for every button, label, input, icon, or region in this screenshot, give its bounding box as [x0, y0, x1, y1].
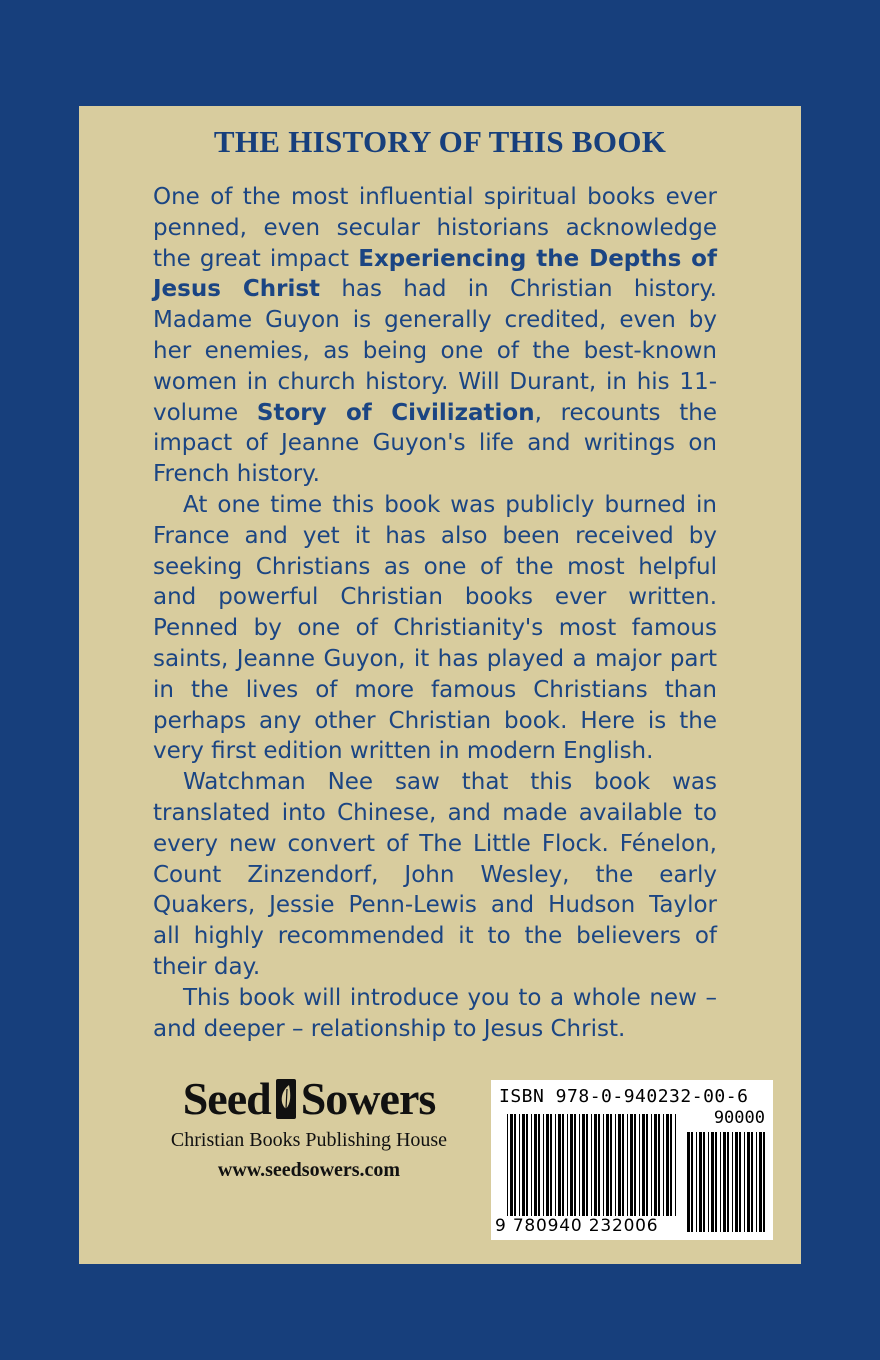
barcode-bar — [567, 1114, 568, 1216]
barcode-bar — [579, 1114, 580, 1216]
barcode-bar — [598, 1114, 600, 1216]
barcode-bar — [744, 1132, 745, 1232]
barcode-bar — [519, 1114, 520, 1216]
price-code: 90000 — [713, 1108, 765, 1128]
barcode-bar — [696, 1132, 697, 1232]
barcode-bar — [658, 1114, 660, 1216]
paragraph-2: At one time this book was publicly burned in France and yet it has also been received by seeking Christians as one of the most helpful and powerful Christian books ever written. Penned by one of Christianity's most famous saints, Jeanne Guyon, it has played a major part in the lives of more famous Christians than perhaps any other Christian book. Here is the very first edition written in modern English. — [153, 491, 717, 765]
barcode-bar — [526, 1114, 528, 1216]
back-cover-panel — [79, 106, 801, 1264]
barcode-bar — [654, 1114, 657, 1216]
barcode-bar — [546, 1114, 549, 1216]
barcode-bar — [703, 1132, 705, 1232]
barcode-bar — [582, 1114, 585, 1216]
barcode-bar — [522, 1114, 525, 1216]
barcode-bar — [642, 1114, 645, 1216]
barcode-bar — [651, 1114, 652, 1216]
publisher-tagline: Christian Books Publishing House — [170, 1129, 448, 1151]
logo-left-text: Seed — [182, 1073, 271, 1124]
barcode-bar — [594, 1114, 597, 1216]
barcode-bar — [591, 1114, 592, 1216]
paragraph-4: This book will introduce you to a whole new – and deeper – relationship to Jesus Christ. — [153, 984, 717, 1042]
barcode-bar — [735, 1132, 738, 1232]
barcode-bar — [675, 1114, 676, 1216]
barcode-bar — [550, 1114, 552, 1216]
paragraph-3: Watchman Nee saw that this book was translated into Chinese, and made available to every new convert of The Little Flock. Fénelon, Count Zinzendorf, John Wesley, the early Quakers, Jessie Penn-Lewis and Hudson Taylor all highly recommended it to the believers of their day. — [153, 769, 717, 980]
barcode-bar — [627, 1114, 628, 1216]
barcode-bar — [727, 1132, 729, 1232]
barcode-bar — [610, 1114, 612, 1216]
barcode-bar — [534, 1114, 537, 1216]
barcode-bar — [603, 1114, 604, 1216]
barcode-bar — [574, 1114, 576, 1216]
barcode-bar — [634, 1114, 636, 1216]
barcode-bar — [720, 1132, 721, 1232]
barcode-bar — [751, 1132, 753, 1232]
barcode-bar — [543, 1114, 544, 1216]
barcode-bar — [687, 1132, 690, 1232]
barcode-bar — [555, 1114, 556, 1216]
barcode-bar — [756, 1132, 757, 1232]
barcode-bar — [739, 1132, 741, 1232]
barcode-bar — [715, 1132, 717, 1232]
barcode-bar — [558, 1114, 561, 1216]
durant-title-highlight: Story of Civilization — [256, 399, 535, 426]
barcode-bar — [646, 1114, 648, 1216]
barcode-digits: 9 780940 232006 — [495, 1216, 659, 1236]
barcode-bar — [639, 1114, 640, 1216]
barcode-bar — [747, 1132, 750, 1232]
barcode-bar — [732, 1132, 733, 1232]
logo-right-text: Sowers — [300, 1073, 436, 1124]
barcode-bar — [538, 1114, 540, 1216]
barcode-bar — [618, 1114, 621, 1216]
barcode-bar — [570, 1114, 573, 1216]
seedsowers-logo — [149, 1072, 469, 1125]
publisher-website: www.seedsowers.com — [217, 1159, 401, 1181]
description — [153, 182, 717, 1044]
barcode-bar — [562, 1114, 564, 1216]
barcode-bar — [510, 1114, 513, 1216]
barcode-bar — [763, 1132, 765, 1232]
book-seed-icon — [275, 1077, 297, 1121]
barcode-bar — [711, 1132, 714, 1232]
barcode-bar — [708, 1132, 709, 1232]
isbn-label: ISBN 978-0-940232-00-6 — [499, 1086, 749, 1107]
barcode-bar — [630, 1114, 633, 1216]
barcode-bar — [615, 1114, 616, 1216]
barcode-bar — [622, 1114, 624, 1216]
paragraph-1: One of the most influential spiritual books ever penned, even secular historians acknowledge the great impact Experiencing the Depths of Jesus Christ has had in Christian history. Madame Guyon is generally credited, even by her enemies, as being one of the best-known women in church history. Will Durant, in his 11-volume Story of Civilization, recounts the impact of Jeanne Guyon's life and writings on French history. — [153, 184, 717, 488]
barcode-bar — [514, 1114, 516, 1216]
barcode-bar — [699, 1132, 702, 1232]
barcode-bar — [606, 1114, 609, 1216]
barcode-bar — [531, 1114, 532, 1216]
cover-title: THE HISTORY OF THIS BOOK — [213, 124, 667, 159]
barcode-bar — [666, 1114, 669, 1216]
barcode-bar — [507, 1114, 508, 1216]
barcode-bar — [691, 1132, 693, 1232]
isbn-barcode — [491, 1080, 773, 1240]
barcode-bar — [723, 1132, 726, 1232]
barcode-bar — [759, 1132, 762, 1232]
barcode-bar — [586, 1114, 588, 1216]
book-title-highlight: Experiencing the Depths of Jesus Christ — [153, 245, 717, 303]
barcode-bar — [663, 1114, 664, 1216]
barcode-bar — [670, 1114, 672, 1216]
